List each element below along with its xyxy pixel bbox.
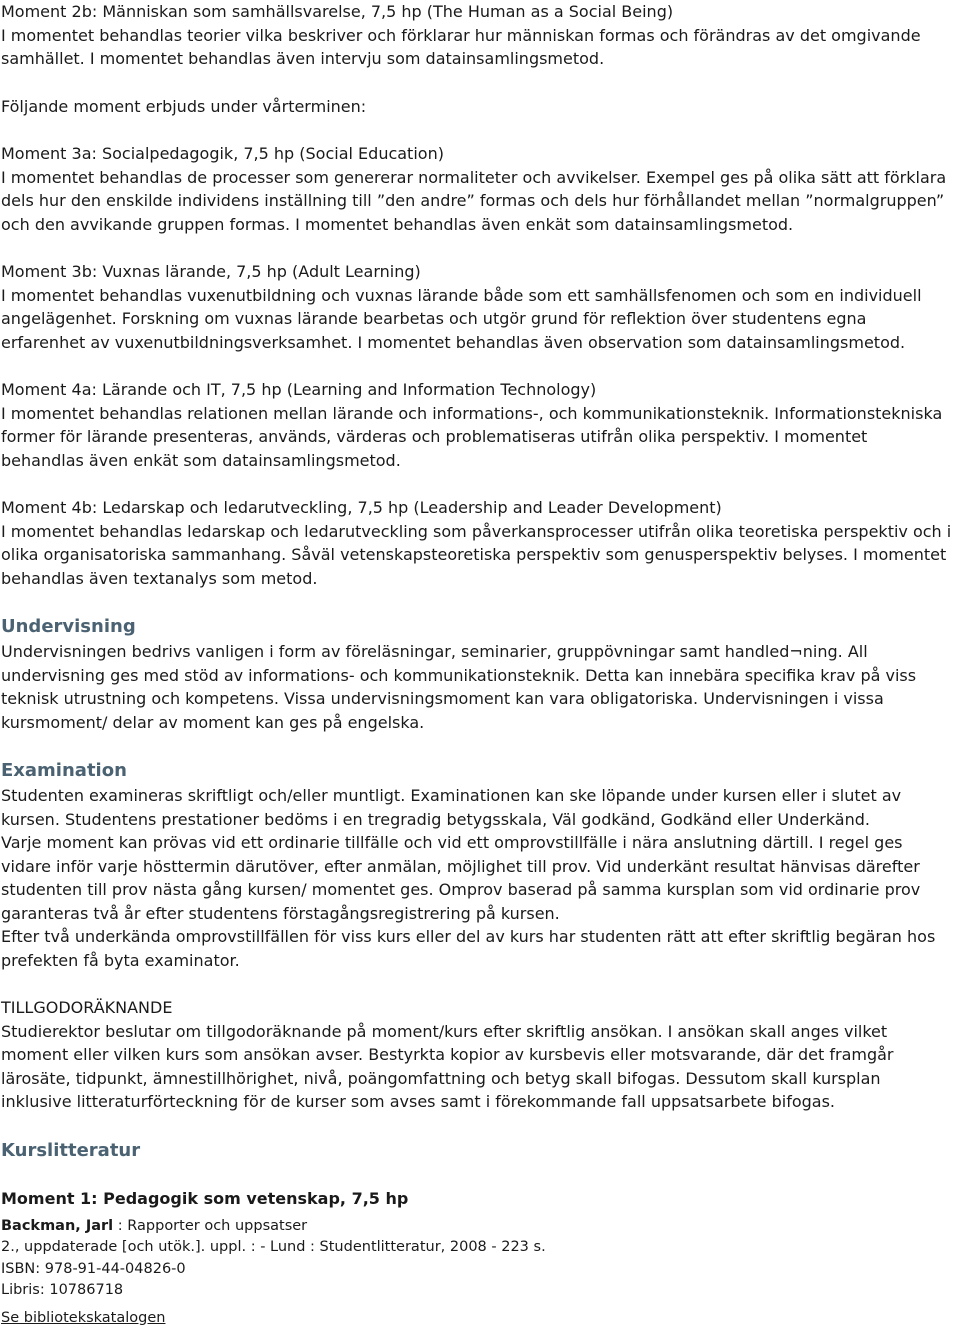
examination-heading: Examination bbox=[1, 760, 127, 781]
literature-moment-title: Moment 1: Pedagogik som vetenskap, 7,5 hp bbox=[1, 1188, 409, 1208]
spacer bbox=[1, 354, 960, 378]
undervisning-heading: Undervisning bbox=[1, 616, 136, 637]
reference-isbn: ISBN: 978-91-44-04826-0 bbox=[1, 1260, 186, 1277]
kurslitteratur-heading: Kurslitteratur bbox=[1, 1139, 141, 1161]
moment-4b bbox=[1, 496, 960, 590]
text-line: Undervisningen bedrivs vanligen i form av föreläsningar, seminarier, gruppövningar samt handled¬ning. All bbox=[1, 642, 868, 661]
moment-title: Moment 4b: Ledarskap och ledarutveckling, 7,5 hp (Leadership and Leader Development) bbox=[1, 498, 722, 517]
tillgodo-text bbox=[1, 1020, 960, 1114]
moment-3a bbox=[1, 142, 960, 236]
text-line: vidare inför varje hösttermin därutöver, efter anmälan, möjlighet till prov. Vid underkänt resultat hänvisas därefter bbox=[1, 856, 920, 876]
reference-entry bbox=[1, 1216, 960, 1330]
text-line: Varje moment kan prövas vid ett ordinarie tillfälle och vid ett omprovstillfälle i nära anslutning därtill. I regel ges bbox=[1, 833, 903, 852]
moment-text-line: och den avvikande gruppen formas. I momentet behandlas även enkät som datainsamlingsmetod. bbox=[1, 214, 794, 234]
moment-text-line: erfarenhet av vuxenutbildningsverksamhet. I momentet behandlas även observation som datainsamlingsmetod. bbox=[1, 332, 906, 352]
moment-text-line: I momentet behandlas ledarskap och ledarutveckling som påverkansprocesser utifrån olika teoretiska perspektiv och i bbox=[1, 521, 952, 541]
reference-title-line bbox=[1, 1216, 960, 1238]
text-line: Efter två underkända omprovstillfällen för viss kurs eller del av kurs har studenten rätt att efter skriftlig begäran hos bbox=[1, 927, 936, 946]
reference-edition: 2., uppdaterade [och utök.]. uppl. : - Lund : Studentlitteratur, 2008 - 223 s. bbox=[1, 1239, 546, 1255]
moment-title: Moment 3a: Socialpedagogik, 7,5 hp (Social Education) bbox=[1, 144, 444, 163]
text-line: kursen. Studentens prestationer bedöms i en tregradig betygsskala, Väl godkänd, Godkänd eller Underkänd. bbox=[1, 809, 870, 829]
examination-text bbox=[1, 784, 960, 972]
reference-title: Rapporter och uppsatser bbox=[127, 1217, 308, 1234]
moment-2b bbox=[1, 0, 960, 71]
text-line: prefekten få byta examinator. bbox=[1, 950, 240, 970]
moment-3b bbox=[1, 260, 960, 354]
spacer bbox=[1, 1164, 960, 1186]
text-line: Studenten examineras skriftligt och/eller muntligt. Examinationen kan ske löpande under kursen eller i slutet av bbox=[1, 786, 902, 805]
tillgodo-heading: TILLGODORÄKNANDE bbox=[1, 998, 173, 1017]
undervisning-text bbox=[1, 640, 960, 734]
moment-text-line: behandlas även enkät som datainsamlingsmetod. bbox=[1, 450, 401, 470]
spacer bbox=[1, 734, 960, 758]
text-line: moment eller vilken kurs som ansökan avser. Bestyrkta kopior av kursbevis eller motsvarande, där det framgår bbox=[1, 1045, 894, 1064]
spacer bbox=[1, 472, 960, 496]
text-line: Studierektor beslutar om tillgodoräknande på moment/kurs efter skriftlig ansökan. I ansökan skall anges vilket bbox=[1, 1021, 888, 1041]
text-line: teknisk utrustning och kompetens. Vissa undervisningsmoment kan vara obligatoriska. Undervisningen i vissa bbox=[1, 689, 884, 708]
moment-text-line: I momentet behandlas vuxenutbildning och vuxnas lärande både som ett samhällsfenomen och som en individuell bbox=[1, 285, 922, 305]
reference-author: Backman, Jarl bbox=[1, 1217, 114, 1234]
spacer bbox=[1, 236, 960, 260]
reference-libris: Libris: 10786718 bbox=[1, 1282, 124, 1298]
moment-text-line: I momentet behandlas teorier vilka beskriver och förklarar hur människan formas och förändras av det omgivande bbox=[1, 25, 921, 45]
reference-title-separator: : bbox=[113, 1217, 128, 1234]
moment-title: Moment 4a: Lärande och IT, 7,5 hp (Learning and Information Technology) bbox=[1, 380, 597, 399]
text-line: kursmoment/ delar av moment kan ges på engelska. bbox=[1, 712, 425, 732]
moment-text-line: angelägenhet. Forskning om vuxnas lärande bearbetas och utgör grund för reflektion över studentens egna bbox=[1, 309, 867, 328]
spacer bbox=[1, 972, 960, 996]
moment-text-line: I momentet behandlas relationen mellan lärande och informations-, och kommunikationsteknik. Informationstekniska bbox=[1, 403, 943, 423]
library-catalog-link[interactable]: Se bibliotekskatalogen bbox=[1, 1309, 166, 1326]
text-line: garanteras två år efter studentens förstagångsregistrering på kursen. bbox=[1, 903, 560, 923]
reference-link-row bbox=[1, 1308, 960, 1330]
moment-text-line: I momentet behandlas de processer som genererar normaliteter och avvikelser. Exempel ges på olika sätt att förklara bbox=[1, 167, 947, 187]
moment-title: Moment 2b: Människan som samhällsvarelse, 7,5 hp (The Human as a Social Being) bbox=[1, 2, 674, 21]
spacer bbox=[1, 590, 960, 614]
moment-text-line: former för lärande presenteras, används, värderas och problematiseras utifrån olika perspektiv. I momentet bbox=[1, 427, 868, 446]
spacer bbox=[1, 118, 960, 142]
moment-text-line: behandlas även textanalys som metod. bbox=[1, 568, 318, 588]
spacer bbox=[1, 71, 960, 95]
moment-text-line: samhället. I momentet behandlas även intervju som datainsamlingsmetod. bbox=[1, 49, 605, 68]
spacer bbox=[1, 1114, 960, 1138]
spring-intro: Följande moment erbjuds under vårterminen: bbox=[1, 96, 367, 116]
moment-text-line: dels hur den enskilde individens inställning till ”den andre” formas och dels hur förhållandet mellan ”normalgruppen” bbox=[1, 191, 945, 210]
moment-text-line: olika organisatoriska sammanhang. Såväl vetenskapsteoretiska perspektiv som genusperspektiv belyses. I momentet bbox=[1, 545, 947, 564]
moment-4a bbox=[1, 378, 960, 472]
text-line: undervisning ges med stöd av informations- och kommunikationsteknik. Detta kan innebära specifika krav på viss bbox=[1, 665, 917, 685]
moment-title: Moment 3b: Vuxnas lärande, 7,5 hp (Adult Learning) bbox=[1, 262, 421, 281]
text-line: studenten till prov nästa gång kursen/ momentet ges. Omprov baserad på samma kursplan som vid ordinarie prov bbox=[1, 880, 921, 899]
text-line: inklusive litteraturförteckning för de kurser som avses samt i förekommande fall uppsatsarbete bifogas. bbox=[1, 1092, 836, 1111]
text-line: lärosäte, tidpunkt, ämnestillhörighet, nivå, poängomfattning och betyg skall bifogas. Dessutom skall kursplan bbox=[1, 1068, 881, 1088]
